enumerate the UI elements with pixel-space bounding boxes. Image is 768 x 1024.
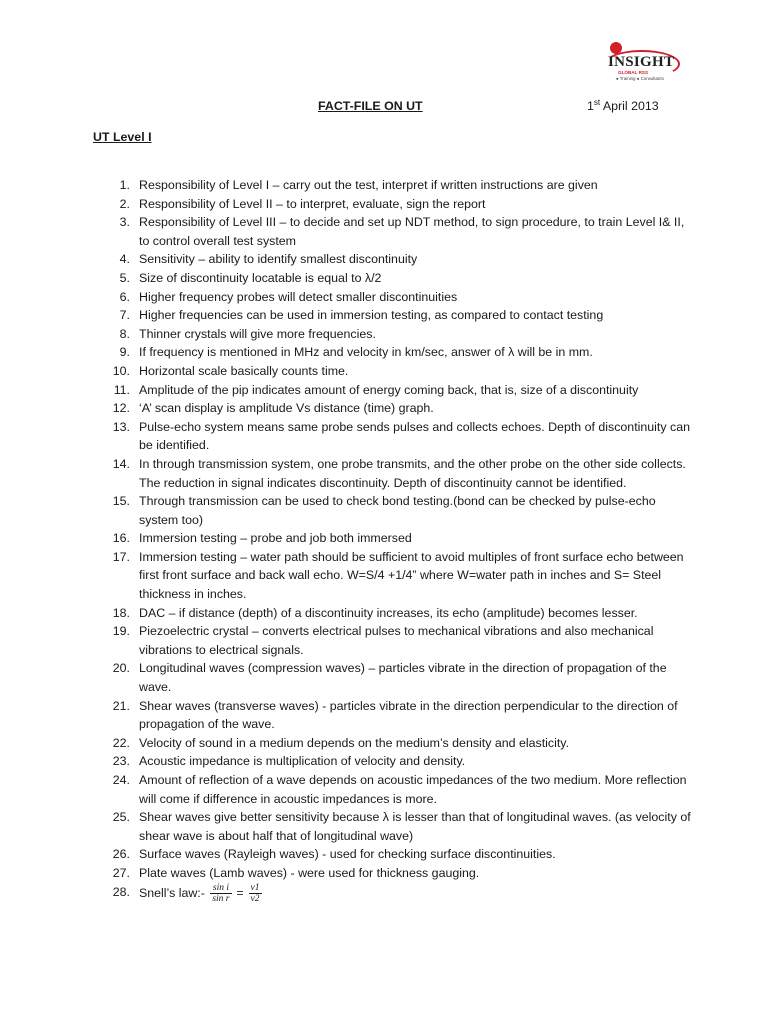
- list-item-text: DAC – if distance (depth) of a discontinuity increases, its echo (amplitude) becomes lesser.: [139, 605, 638, 620]
- list-item-text: Responsibility of Level II – to interpret, evaluate, sign the report: [139, 196, 486, 211]
- list-item: [93, 864, 693, 883]
- list-item-text: Acoustic impedance is multiplication of velocity and density.: [139, 754, 466, 769]
- list-item-text: Higher frequencies can be used in immersion testing, as compared to contact testing: [139, 308, 604, 323]
- list-item-number: 18.: [112, 605, 130, 620]
- list-item-number: 5.: [119, 270, 130, 285]
- list-item: [93, 622, 693, 659]
- snell-lhs-numerator: sin i: [210, 883, 231, 894]
- list-item: [93, 697, 693, 734]
- list-item: [93, 399, 693, 418]
- list-item-number: 2.: [119, 196, 130, 211]
- logo-subtagline: ● Training ● Consultants: [616, 76, 664, 81]
- snell-label: Snell’s law:-: [139, 885, 205, 900]
- list-item-number: 28.: [112, 884, 130, 899]
- list-item-text: If frequency is mentioned in MHz and velocity in km/sec, answer of λ will be in mm.: [139, 345, 593, 360]
- list-item: [93, 269, 693, 288]
- insight-logo: [604, 42, 678, 84]
- list-item: [93, 195, 693, 214]
- list-item-text: Horizontal scale basically counts time.: [139, 363, 349, 378]
- list-item-number: 17.: [112, 549, 130, 564]
- document-date: [587, 97, 659, 116]
- list-item: [93, 845, 693, 864]
- date-day: 1: [587, 99, 594, 113]
- list-item-number: 25.: [112, 810, 130, 825]
- list-item-number: 3.: [119, 215, 130, 230]
- list-item-number: 19.: [112, 624, 130, 639]
- logo-brand: INSIGHT: [608, 54, 675, 70]
- list-item-text: Immersion testing – water path should be sufficient to avoid multiples of front surface echo between first front surface and back wall echo. W=S/4 +1/4” where W=water path in inches and S= Steel thickness in inches.: [139, 549, 684, 602]
- list-item-number: 10.: [112, 363, 130, 378]
- list-item-snell: [93, 883, 693, 904]
- list-item-number: 27.: [112, 865, 130, 880]
- list-item: [93, 362, 693, 381]
- list-item-number: 15.: [112, 494, 130, 509]
- list-item-number: 8.: [119, 326, 130, 341]
- list-item-number: 14.: [112, 456, 130, 471]
- date-month-year: April 2013: [600, 99, 659, 113]
- list-item-text: Amount of reflection of a wave depends on acoustic impedances of the two medium. More reflection will come if difference in acoustic impedances is more.: [139, 773, 687, 806]
- snell-rhs-numerator: v1: [250, 882, 260, 893]
- list-item: [93, 288, 693, 307]
- list-item-number: 1.: [119, 178, 130, 192]
- section-heading: UT Level I: [93, 130, 152, 144]
- logo-tagline: GLOBAL RSS: [618, 70, 649, 75]
- list-item-text: Longitudinal waves (compression waves) – particles vibrate in the direction of propagation of the wave.: [139, 661, 667, 695]
- snell-lhs-fraction: [210, 883, 231, 904]
- list-item-number: 9.: [119, 345, 130, 360]
- list-item-text: Responsibility of Level I – carry out the test, interpret if written instructions are given: [139, 178, 598, 192]
- document-title: FACT-FILE ON UT: [318, 99, 423, 113]
- list-item-text: Size of discontinuity locatable is equal to λ/2: [139, 270, 382, 285]
- list-item-number: 23.: [112, 754, 130, 769]
- list-item-text: Pulse-echo system means same probe sends pulses and collects echoes. Depth of discontinuity can be identified.: [139, 419, 690, 453]
- list-item-text: Piezoelectric crystal – converts electrical pulses to mechanical vibrations and also mechanical vibrations to electrical signals.: [139, 624, 654, 657]
- list-item-text: Sensitivity – ability to identify smallest discontinuity: [139, 252, 418, 267]
- list-item-text: Higher frequency probes will detect smaller discontinuities: [139, 289, 458, 304]
- list-item-number: 24.: [112, 773, 130, 787]
- snell-equals: =: [236, 885, 244, 900]
- list-item: [93, 529, 693, 548]
- list-item: [93, 808, 693, 845]
- list-item: [93, 176, 693, 195]
- list-item-text: Through transmission can be used to check bond testing.(bond can be checked by pulse-echo system too): [139, 494, 656, 527]
- list-item-number: 6.: [119, 289, 130, 304]
- list-item-text: Responsibility of Level III – to decide and set up NDT method, to sign procedure, to train Level I& II, to control overall test system: [139, 215, 685, 248]
- list-item: [93, 734, 693, 753]
- list-item: [93, 213, 693, 250]
- list-item-number: 13.: [112, 419, 130, 434]
- list-item: [93, 381, 693, 400]
- list-item: [93, 455, 693, 492]
- list-item: [93, 250, 693, 269]
- list-item: [93, 752, 693, 771]
- list-item-number: 12.: [112, 401, 130, 416]
- list-item-number: 7.: [119, 308, 130, 323]
- list-item-number: 21.: [112, 698, 130, 713]
- list-item-text: Shear waves (transverse waves) - particles vibrate in the direction perpendicular to the direction of propagation of the wave.: [139, 698, 678, 732]
- list-item-number: 4.: [119, 252, 130, 267]
- list-item: [93, 659, 693, 696]
- list-item-number: 22.: [112, 735, 130, 750]
- list-item-text: Thinner crystals will give more frequencies.: [139, 326, 376, 341]
- snell-rhs-denominator: v2: [250, 893, 260, 904]
- list-item: [93, 418, 693, 455]
- list-item-number: 11.: [113, 382, 130, 397]
- snell-rhs-fraction: [249, 883, 262, 904]
- list-item: [93, 548, 693, 604]
- list-item: [93, 343, 693, 362]
- list-item-text: Immersion testing – probe and job both immersed: [139, 531, 412, 546]
- list-item: [93, 604, 693, 623]
- list-item: [93, 325, 693, 344]
- list-item-text: Velocity of sound in a medium depends on the medium’s density and elasticity.: [139, 735, 570, 750]
- list-item-text: Amplitude of the pip indicates amount of energy coming back, that is, size of a discontinuity: [139, 382, 639, 397]
- snell-lhs-denominator: sin r: [212, 893, 230, 904]
- list-item: [93, 771, 693, 808]
- list-item-text: ‘A’ scan display is amplitude Vs distance (time) graph.: [139, 401, 434, 416]
- facts-list: [93, 176, 693, 904]
- list-item: [93, 492, 693, 529]
- date-suffix: st: [593, 98, 601, 107]
- list-item-number: 26.: [112, 847, 130, 862]
- list-item-text: Shear waves give better sensitivity because λ is lesser than that of longitudinal waves. (as velocity of shear wave is about half that of longitudinal wave): [139, 810, 691, 843]
- list-item-number: 16.: [112, 531, 130, 546]
- list-item-number: 20.: [112, 661, 130, 676]
- list-item: [93, 306, 693, 325]
- list-item-text: In through transmission system, one probe transmits, and the other probe on the other side collects. The reduction in signal indicates discontinuity. Depth of discontinuity cannot be identified.: [139, 456, 686, 490]
- list-item-text: Surface waves (Rayleigh waves) - used for checking surface discontinuities.: [139, 847, 556, 862]
- list-item-text: Plate waves (Lamb waves) - were used for thickness gauging.: [139, 865, 480, 880]
